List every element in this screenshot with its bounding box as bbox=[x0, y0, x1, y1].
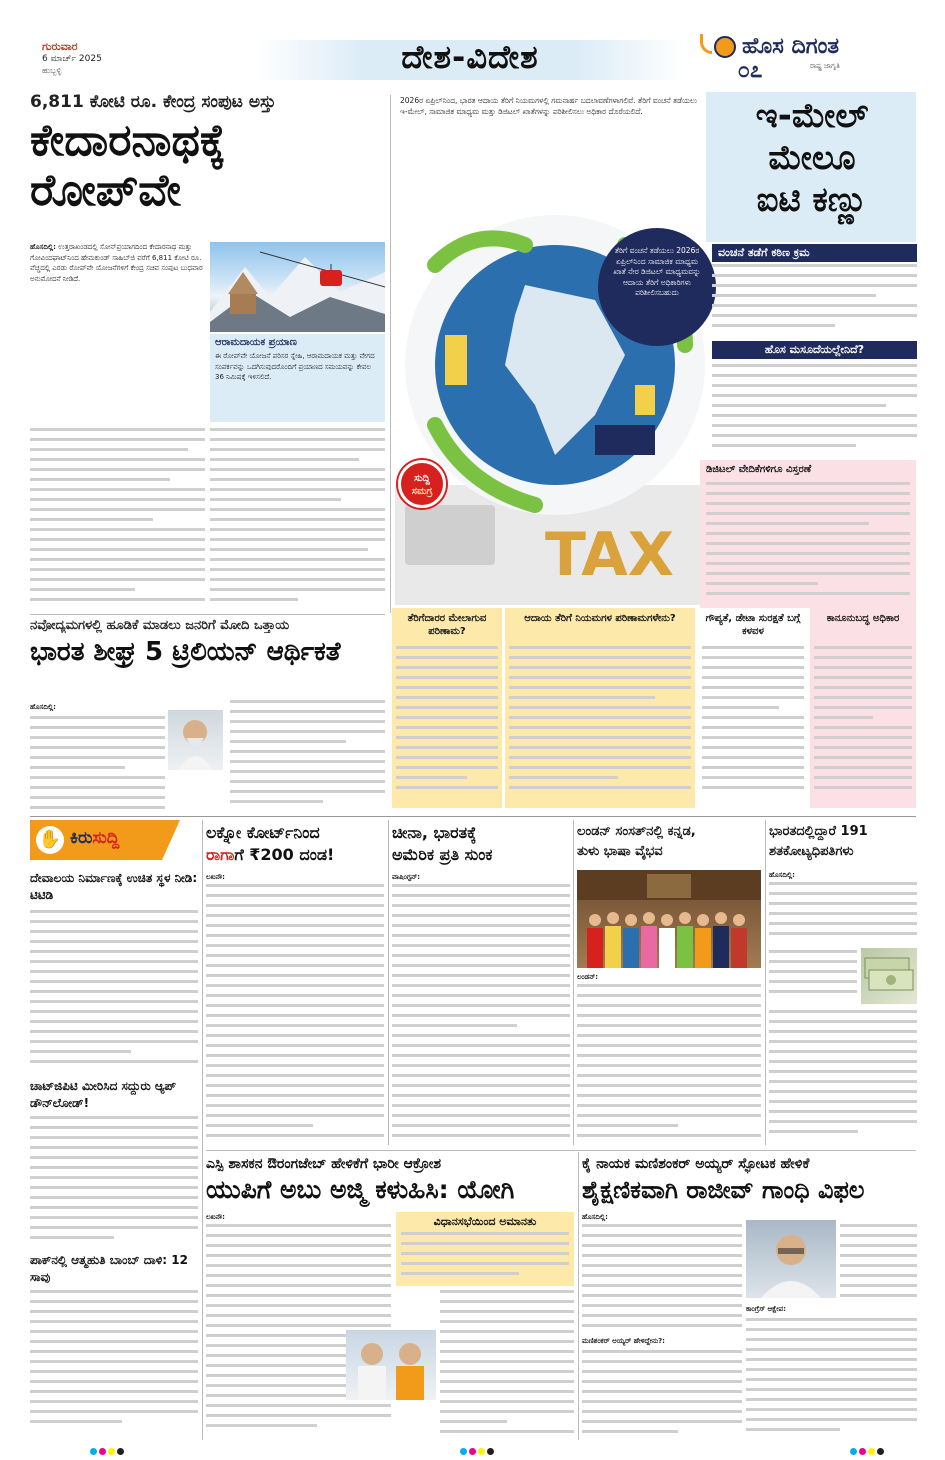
divider-lower bbox=[206, 1150, 916, 1151]
qa-title-rule-effects: ಆದಾಯ ತೆರಿಗೆ ನಿಯಮಗಳ ಪರಿಣಾಮಗಳೇನು? bbox=[524, 613, 676, 624]
date-block bbox=[42, 40, 242, 76]
tax-intro-text: 2026ರ ಏಪ್ರಿಲ್‌ನಿಂದ, ಭಾರತ ಆದಾಯ ತೆರಿಗೆ ನಿಯಮಗಳಲ್ಲಿ ಗಮನಾರ್ಹ ಬದಲಾವಣೆಗಳಾಗಲಿವೆ. ತೆರಿಗೆ ವಂಚನೆ ತಡೆಯಲು ಇ-ಮೇಲ್, ಸಾಮಾಜಿಕ ಮಾಧ್ಯಮ ಮತ್ತು ಡಿಜಿಟಲ್ ಖಾತೆಗಳನ್ನು ಪರಿಶೀಲಿಸಲು ಅಧಿಕಾರ ದೊರೆಯಲಿದೆ. bbox=[400, 96, 698, 116]
tax-bubble-text: ತೆರಿಗೆ ವಂಚನೆ ತಡೆಯಲು 2026ರ ಏಪ್ರಿಲ್‌ನಿಂದ ಸಾಮಾಜಿಕ ಮಾಧ್ಯಮ ಖಾತೆ ನೇರ ಡಿಜಿಟಲ್ ಮಾಧ್ಯಮವನ್ನು ಆದಾಯ ತೆರಿಗೆ ಅಧಿಕಾರಿಗಳು ಪರಿಶೀಲಿಸಬಹುದು bbox=[613, 246, 701, 297]
london-dateline-wrap bbox=[577, 972, 598, 983]
kirusuddi-column bbox=[30, 820, 198, 1440]
tax-intro bbox=[400, 95, 700, 205]
column-divider bbox=[390, 95, 391, 613]
column-divider-china bbox=[573, 820, 574, 1145]
subhead-new-bill: ಹೊಸ ಮಸೂದೆಯಲ್ಲೇನಿದೆ? bbox=[712, 341, 917, 359]
suspension-box bbox=[396, 1212, 574, 1286]
column-divider-london bbox=[765, 820, 766, 1145]
kedarnath-headline-1: ಕೇದಾರನಾಥಕ್ಕೆ bbox=[30, 115, 226, 166]
billionaires-text-3 bbox=[769, 1010, 917, 1144]
kedarnath-lead bbox=[30, 242, 205, 422]
aiyar-sub-wrap bbox=[582, 1336, 742, 1347]
new-bill-text bbox=[712, 364, 917, 458]
aiyar-dateline: ಹೊಸದಿಲ್ಲಿ: bbox=[582, 1213, 608, 1221]
yogi-story bbox=[206, 1154, 574, 1440]
brief-app-text bbox=[30, 1116, 198, 1246]
badge-line-1: ಸುದ್ದಿ bbox=[414, 473, 430, 484]
aiyar-story bbox=[582, 1154, 917, 1440]
kirusuddi-title-2: ಸುದ್ದಿ bbox=[92, 828, 120, 848]
yogi-dateline: ಲಖನೌ: bbox=[206, 1213, 225, 1221]
tax-letters: TAX bbox=[545, 520, 674, 590]
billionaires-dateline-wrap bbox=[769, 870, 795, 881]
rahul-dateline: ಲಖನೌ: bbox=[206, 873, 225, 881]
divider-middle bbox=[30, 816, 916, 817]
subhead-fraud-prevention: ವಂಚನೆ ತಡೆಗೆ ಕಠಿಣ ಕ್ರಮ bbox=[712, 244, 917, 262]
suspension-box-text bbox=[401, 1232, 569, 1282]
yogi-headline-2: ಯುಪಿಗೆ ಅಬು ಅಜ್ಮಿ ಕಳುಹಿಸಿ: ಯೋಗಿ bbox=[206, 1175, 515, 1204]
yogi-text-2 bbox=[440, 1290, 574, 1440]
london-headline-1: ಲಂಡನ್ ಸಂಸತ್‌ನಲ್ಲಿ ಕನ್ನಡ, bbox=[577, 824, 696, 839]
column-divider-kiru bbox=[202, 820, 203, 1440]
column-divider-yogi bbox=[578, 1152, 579, 1440]
kedarnath-dateline: ಹೊಸದಿಲ್ಲಿ: bbox=[30, 243, 56, 251]
qa-box-taxpayer-impact bbox=[392, 608, 502, 808]
china-headline-1: ಚೀನಾ, ಭಾರತಕ್ಕೆ bbox=[392, 823, 477, 842]
qa-text-privacy bbox=[702, 646, 804, 802]
billionaires-headline-1: ಭಾರತದಲ್ಲಿದ್ದಾರೆ 191 bbox=[769, 824, 868, 839]
qa-title-taxpayer-impact: ತೆರಿಗೆದಾರರ ಮೇಲಾಗುವ ಪರಿಣಾಮ? bbox=[407, 613, 487, 637]
email-headline-1: ಇ-ಮೇಲ್ bbox=[755, 96, 869, 136]
kirusuddi-title bbox=[70, 828, 119, 848]
rahul-story bbox=[206, 822, 384, 1147]
rahul-headline-1: ಲಕ್ನೋ ಕೋರ್ಟ್‌ನಿಂದ bbox=[206, 823, 320, 842]
rahul-dateline-wrap bbox=[206, 872, 225, 883]
rahul-headline-2-rest: ಗೆ ₹200 ದಂಡ! bbox=[234, 845, 335, 864]
brief-pak-headline: ಪಾಕ್‌ನಲ್ಲಿ ಆತ್ಮಹುತಿ ಬಾಂಬ್ ದಾಳಿ: 12 ಸಾವು bbox=[30, 1253, 188, 1284]
comfort-box bbox=[210, 334, 385, 422]
brand-block bbox=[700, 32, 910, 84]
london-photo bbox=[577, 870, 761, 968]
comfort-box-title: ಆರಾಮದಾಯಕ ಪ್ರಯಾಣ bbox=[215, 337, 297, 348]
billionaires-text-1 bbox=[769, 882, 917, 946]
aiyar-text-3 bbox=[840, 1224, 917, 1304]
economy-story bbox=[30, 618, 385, 818]
brand-tagline: ರಾಷ್ಟ್ರ ಜಾಗೃತಿ bbox=[810, 62, 840, 70]
date-label: 6 ಮಾರ್ಚ್ 2025 bbox=[42, 54, 102, 64]
china-story bbox=[392, 822, 570, 1147]
economy-body-1 bbox=[30, 716, 165, 816]
page-number: ೦೭ bbox=[737, 58, 763, 83]
city-label: ಹುಬ್ಬಳ್ಳಿ bbox=[42, 66, 62, 75]
megaphone-icon: ✋ bbox=[36, 826, 64, 854]
london-story bbox=[577, 822, 761, 1147]
london-dateline: ಲಂಡನ್: bbox=[577, 973, 599, 981]
kedarnath-lead-text: ಉತ್ತರಾಖಂಡದಲ್ಲಿ ಸೋನ್‌ಪ್ರಯಾಗದಿಂದ ಕೇದಾರನಾಥ ಮತ್ತು ಗೋವಿಂದಘಾಟ್‌ನಿಂದ ಹೇಮಕುಂಡ್ ಸಾಹಿಬ್‌ಜಿ ವರೆಗೆ 6,811 ಕೋಟಿ ರೂ. ವೆಚ್ಚದಲ್ಲಿ ಎರಡು ರೋಪ್‌ವೇ ಯೋಜನೆಗಳಿಗೆ ಕೇಂದ್ರ ಸಚಿವ ಸಂಪುಟ ಬುಧವಾರ ಅನುಮೋದನೆ ನೀಡಿದೆ. bbox=[30, 243, 203, 283]
brand-flourish bbox=[700, 34, 712, 54]
politicians-illustration bbox=[346, 1330, 436, 1400]
aiyar-dateline-wrap bbox=[582, 1212, 608, 1223]
comfort-box-text: ಈ ರೋಪ್‌ವೇ ಯೋಜನೆ ಪರಿಸರ ಸ್ನೇಹಿ, ಆರಾಮದಾಯಕ ಮತ್ತು ವೇಗದ ಸಂಪರ್ಕವನ್ನು ಒದಗಿಸುವುದರೊಂದಿಗೆ ಪ್ರಯಾಣದ ಸಮಯವನ್ನು ಕೇವಲ 36 ನಿಮಿಷಕ್ಕೆ ಇಳಿಸಲಿದೆ. bbox=[215, 352, 375, 381]
yogi-photo bbox=[346, 1330, 436, 1400]
group-photo-illustration bbox=[577, 870, 761, 968]
modi-photo bbox=[168, 710, 223, 770]
aiyar-text-2 bbox=[582, 1350, 742, 1440]
rahul-name-highlight: ರಾಗಾ bbox=[206, 845, 235, 864]
mountain-illustration bbox=[210, 242, 385, 332]
brand-name: ಹೊಸ ದಿಗಂತ bbox=[742, 34, 840, 59]
rahul-headline-2 bbox=[206, 844, 384, 866]
qa-text-taxpayer-impact bbox=[396, 646, 498, 802]
ropeway-photo bbox=[210, 242, 385, 332]
kedarnath-kicker: 6,811 ಕೋಟಿ ರೂ. ಕೇಂದ್ರ ಸಂಪುಟ ಅಸ್ತು bbox=[30, 92, 276, 112]
subhead-digital-platforms: ಡಿಜಿಟಲ್ ವೇದಿಕೆಗಳಿಗೂ ವಿಸ್ತರಣೆ bbox=[706, 464, 812, 475]
economy-body-2 bbox=[230, 700, 385, 816]
aiyar-subhead-2: ಕಾಂಗ್ರೆಸ್ ಆಕ್ಷೇಪ: bbox=[746, 1305, 786, 1313]
aiyar-headline-1: ಕೈ ನಾಯಕ ಮಣಿಶಂಕರ್ ಅಯ್ಯರ್ ಸ್ಫೋಟಕ ಹೇಳಿಕೆ bbox=[582, 1156, 810, 1172]
kedarnath-story bbox=[30, 92, 385, 612]
yogi-headline-1: ಎಸ್ಪಿ ಶಾಸಕನ ಔರಂಗಜೇಬ್ ಹೇಳಿಕೆಗೆ ಭಾರೀ ಆಕ್ರೋಶ bbox=[206, 1156, 442, 1172]
aiyar-photo bbox=[746, 1220, 836, 1298]
economy-kicker: ನವೋದ್ಯಮಗಳಲ್ಲಿ ಹೂಡಿಕೆ ಮಾಡಲು ಜನರಿಗೆ ಮೋದಿ ಒತ್ತಾಯ bbox=[30, 618, 290, 633]
qa-box-privacy bbox=[698, 608, 808, 808]
billionaires-dateline: ಹೊಸದಿಲ್ಲಿ: bbox=[769, 871, 795, 879]
tax-bubble bbox=[598, 228, 716, 346]
aiyar-sub2-wrap bbox=[746, 1304, 917, 1315]
brand-logo-icon bbox=[714, 36, 736, 58]
yogi-dateline-wrap bbox=[206, 1212, 225, 1223]
masthead bbox=[0, 0, 945, 90]
qa-title-legal-authority: ಕಾನೂನುಬದ್ಧ ಅಧಿಕಾರ bbox=[826, 613, 900, 624]
registration-marks-left bbox=[90, 1440, 126, 1459]
qa-title-privacy: ಗೌಪ್ಯತೆ, ಡೇಟಾ ಸುರಕ್ಷತೆ ಬಗ್ಗೆ ಕಳವಳ bbox=[705, 613, 801, 637]
qa-text-legal-authority bbox=[814, 646, 912, 802]
kirusuddi-title-1: ಕಿರು bbox=[70, 828, 93, 848]
brief-app-headline: ಚಾಟ್‌ಜಿಪಿಟಿ ಮೀರಿಸಿದ ಸದ್ದುರು ಆ್ಯಪ್ ಡೌನ್‌ಲೋಡ್! bbox=[30, 1079, 177, 1110]
aiyar-text-1 bbox=[582, 1224, 742, 1332]
email-headline-2: ಮೇಲೂ bbox=[768, 138, 856, 178]
fraud-prevention-text bbox=[712, 264, 917, 336]
london-headline-2: ತುಳು ಭಾಷಾ ವೈಭವ bbox=[577, 844, 663, 859]
samagra-badge bbox=[398, 460, 446, 508]
aiyar-subhead: ಮಣಿಶಂಕರ್ ಅಯ್ಯರ್ ಹೇಳಿದ್ದೇನು?: bbox=[582, 1337, 665, 1345]
aiyar-headline-2: ಶೈಕ್ಷಣಿಕವಾಗಿ ರಾಜೀವ್ ಗಾಂಧಿ ವಿಫಲ bbox=[582, 1176, 865, 1204]
aiyar-portrait-illustration bbox=[746, 1220, 836, 1298]
china-dateline-wrap bbox=[392, 872, 420, 883]
column-divider-rahul bbox=[388, 820, 389, 1145]
currency-photo bbox=[861, 948, 917, 1004]
brief-pak-text bbox=[30, 1290, 198, 1430]
china-dateline: ವಾಷಿಂಗ್ಟನ್: bbox=[392, 873, 421, 881]
email-headline-3: ಐಟಿ ಕಣ್ಣು bbox=[756, 180, 868, 220]
portrait-illustration bbox=[168, 710, 223, 770]
china-headline-2: ಅಮೆರಿಕ ಪ್ರತಿ ಸುಂಕ bbox=[392, 845, 493, 864]
kedarnath-body-text bbox=[30, 428, 205, 608]
qa-text-rule-effects bbox=[509, 646, 691, 802]
email-headline bbox=[712, 95, 912, 221]
currency-notes-illustration bbox=[861, 948, 917, 1004]
brief-ttd-text bbox=[30, 910, 198, 1070]
brief-ttd-headline: ದೇವಾಲಯ ನಿರ್ಮಾಣಕ್ಕೆ ಉಚಿತ ಸ್ಥಳ ನೀಡಿ: ಟಿಟಿಡಿ bbox=[30, 871, 198, 902]
billionaires-text-2 bbox=[769, 950, 857, 1006]
china-text bbox=[392, 884, 570, 1144]
qa-box-rule-effects bbox=[505, 608, 695, 808]
registration-marks-right bbox=[850, 1440, 886, 1459]
badge-line-2: ಸಮಗ್ರ bbox=[411, 486, 433, 497]
billionaires-story bbox=[769, 822, 917, 1147]
digital-platform-box bbox=[700, 460, 916, 608]
london-text bbox=[577, 984, 761, 1144]
divider-economy bbox=[30, 614, 385, 615]
economy-dateline-wrap bbox=[30, 702, 165, 713]
economy-headline: ಭಾರತ ಶೀಘ್ರ 5 ಟ್ರಿಲಿಯನ್ ಆರ್ಥಿಕತೆ bbox=[30, 637, 341, 667]
kedarnath-headline-2: ರೋಪ್‌ವೇ bbox=[30, 165, 181, 216]
economy-dateline: ಹೊಸದಿಲ್ಲಿ: bbox=[30, 703, 56, 711]
digital-platforms-text bbox=[706, 482, 910, 602]
billionaires-headline-2: ಶತಕೋಟ್ಯಧಿಪತಿಗಳು bbox=[769, 844, 854, 859]
section-title: ದೇಶ-ವಿದೇಶ bbox=[401, 38, 539, 76]
registration-marks-center bbox=[460, 1440, 496, 1459]
day-label: ಗುರುವಾರ bbox=[42, 40, 78, 53]
qa-box-legal-authority bbox=[810, 608, 916, 808]
suspension-box-title: ವಿಧಾನಸಭೆಯಿಂದ ಅಮಾನತು bbox=[433, 1215, 537, 1228]
kedarnath-body-text-2 bbox=[210, 428, 385, 608]
rahul-text bbox=[206, 884, 384, 1144]
aiyar-text-4 bbox=[746, 1318, 917, 1440]
